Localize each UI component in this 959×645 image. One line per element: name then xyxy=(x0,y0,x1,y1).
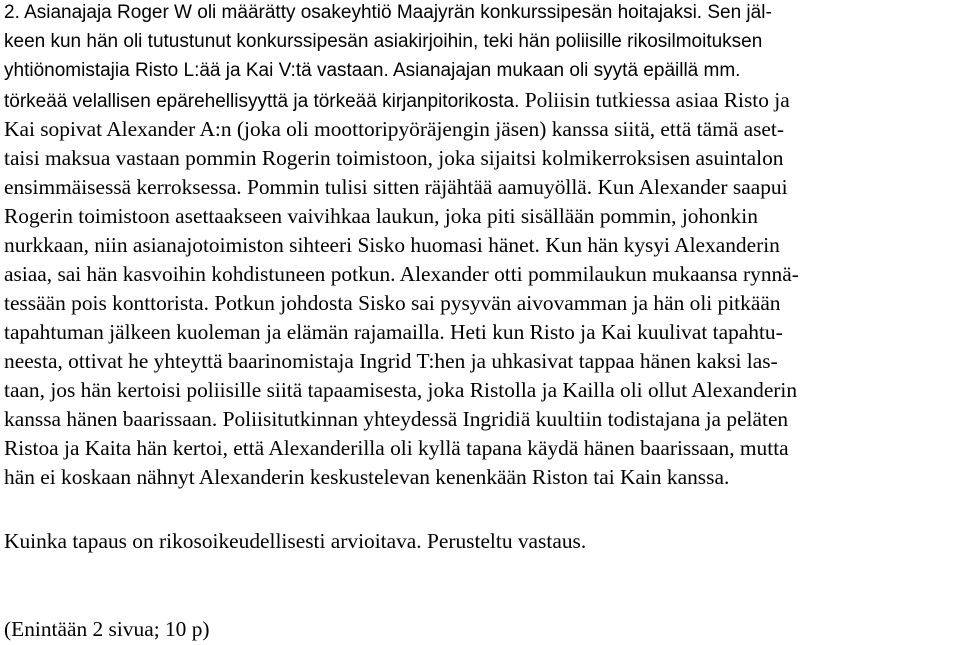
paragraph-line-1: 2. Asianajaja Roger W oli määrätty osakeyhtiö Maajyrän konkurssipesän hoitajaksi. Sen jäl- xyxy=(4,2,772,23)
paragraph-line-16: Ristoa ja Kaita hän kertoi, että Alexanderilla oli kyllä tapana käydä hänen baarissaan, mutta xyxy=(4,436,789,460)
paragraph-line-5: Kai sopivat Alexander A:n (joka oli moottoripyöräjengin jäsen) kanssa siitä, että tämä aset- xyxy=(4,117,784,141)
question-text: Kuinka tapaus on rikosoikeudellisesti arvioitava. Perusteltu vastaus. xyxy=(4,529,587,553)
paragraph-line-3: yhtiönomistajia Risto L:ää ja Kai V:tä vastaan. Asianajajan mukaan oli syytä epäillä mm. xyxy=(4,60,741,81)
paragraph-line-4 xyxy=(4,86,790,114)
paragraph-line-15: kanssa hänen baarissaan. Poliisitutkinnan yhteydessä Ingridiä kuultiin todistajana ja peläten xyxy=(4,407,789,431)
paragraph-line-13: neesta, ottivat he yhteyttä baarinomistaja Ingrid T:hen ja uhkasivat tappaa hänen kaksi las- xyxy=(4,349,778,373)
paragraph-line-8: Rogerin toimistoon asettaakseen vaivihkaa laukun, joka piti sisällään pommin, johonkin xyxy=(4,204,758,228)
paragraph-line-6: taisi maksua vastaan pommin Rogerin toimistoon, joka sijaitsi kolmikerroksisen asuintalon xyxy=(4,146,784,170)
paragraph-line-2: keen kun hän oli tutustunut konkurssipesän asiakirjoihin, teki hän poliisille rikosilmoituksen xyxy=(4,31,763,52)
paragraph-line-11: tessään pois konttorista. Potkun johdosta Sisko sai pysyvän aivovamman ja hän oli pitkään xyxy=(4,291,781,315)
paragraph-line-4-sans-part: törkeää velallisen epärehellisyyttä ja törkeää kirjanpitorikosta. xyxy=(4,91,520,112)
paragraph-line-12: tapahtuman jälkeen kuoleman ja elämän rajamailla. Heti kun Risto ja Kai kuulivat tapahtu- xyxy=(4,320,783,344)
paragraph-line-10: asiaa, sai hän kasvoihin kohdistuneen potkun. Alexander otti pommilaukun mukaansa rynnä- xyxy=(4,262,799,286)
paragraph-line-17: hän ei koskaan nähnyt Alexanderin keskustelevan kenenkään Riston tai Kain kanssa. xyxy=(4,465,730,489)
paragraph-line-4-serif-part: Poliisin tutkiessa asiaa Risto ja xyxy=(519,88,790,112)
page-limit-note: (Enintään 2 sivua; 10 p) xyxy=(4,617,210,641)
paragraph-line-7: ensimmäisessä kerroksessa. Pommin tulisi sitten räjähtää aamuyöllä. Kun Alexander saapui xyxy=(4,175,788,199)
paragraph-line-9: nurkkaan, niin asianajotoimiston sihteeri Sisko huomasi hänet. Kun hän kysyi Alexanderin xyxy=(4,233,780,257)
paragraph-line-14: taan, jos hän kertoisi poliisille siitä tapaamisesta, joka Ristolla ja Kailla oli ollut Alexanderin xyxy=(4,378,798,402)
